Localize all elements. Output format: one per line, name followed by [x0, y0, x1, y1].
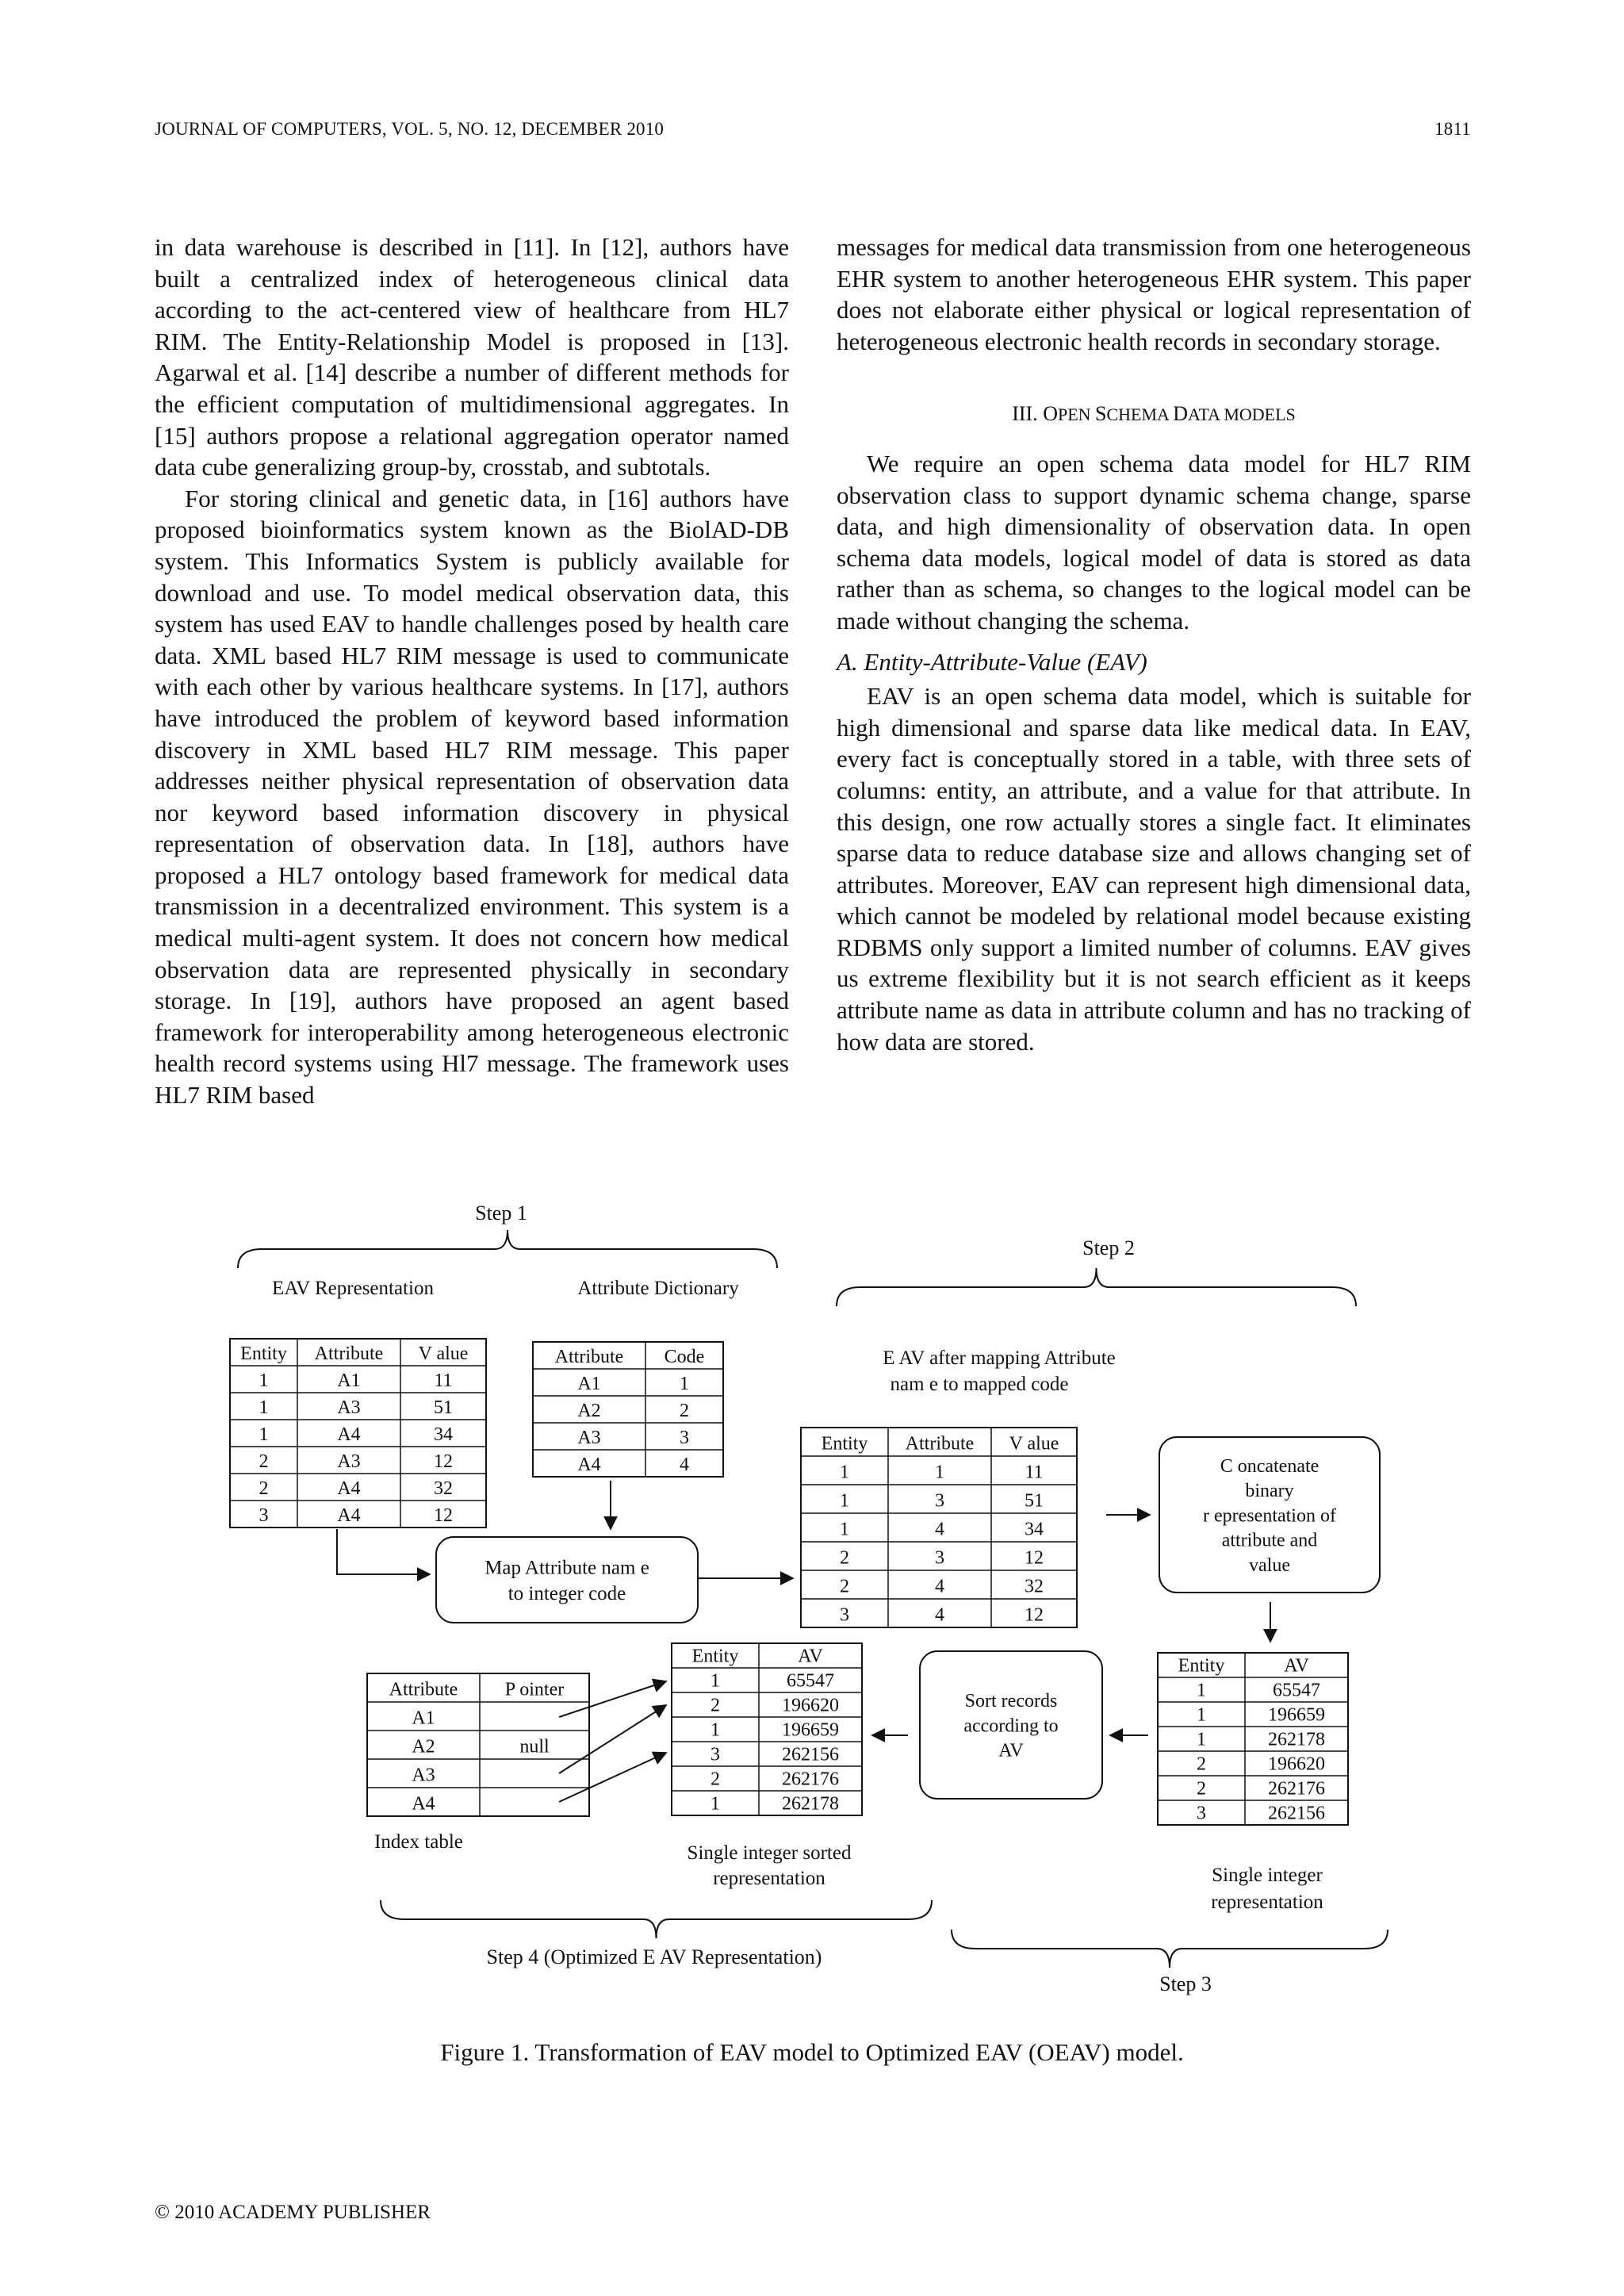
sort-records-box-text: according to — [963, 1715, 1059, 1737]
right-column — [837, 232, 1471, 1057]
table-cell: 4 — [935, 1519, 944, 1540]
table-cell: A3 — [337, 1451, 361, 1472]
table-cell: A3 — [337, 1397, 361, 1418]
table-cell: 1 — [680, 1373, 689, 1394]
eav-representation-label: EAV Representation — [272, 1278, 434, 1299]
table-cell: A4 — [577, 1454, 601, 1475]
table-cell: 2 — [840, 1547, 849, 1569]
table-cell: 4 — [680, 1454, 689, 1475]
table-cell: 12 — [1025, 1547, 1044, 1569]
table-cell: 1 — [259, 1424, 269, 1445]
table-cell: A4 — [337, 1504, 361, 1526]
table-cell: A1 — [412, 1708, 435, 1729]
map-box-text: Map Attribute nam e — [485, 1557, 649, 1579]
table-cell: 2 — [259, 1478, 269, 1499]
section-heading — [837, 398, 1471, 431]
table-cell: 262176 — [782, 1769, 839, 1790]
section-title-part: S — [1095, 402, 1107, 426]
table-cell: 1 — [840, 1519, 849, 1540]
sorted-integer-label: representation — [713, 1868, 825, 1889]
step2-label: Step 2 — [1082, 1236, 1135, 1259]
concatenate-box-text: value — [1249, 1554, 1290, 1576]
step1-brace — [238, 1230, 777, 1268]
table-cell: 262156 — [782, 1744, 839, 1765]
table-header-cell: V alue — [1009, 1433, 1059, 1455]
step4-label: Step 4 (Optimized E AV Representation) — [486, 1945, 822, 1968]
single-integer-table — [1158, 1653, 1348, 1825]
paragraph: For storing clinical and genetic data, in [16] authors have proposed bioinformatics system known as the BiolAD-DB system. This Informatics System is publicly available for download and use. To model medical observation data, this system has used EAV to handle challenges posed by health care data. XML based HL7 RIM message is used to communicate with each other by various healthcare systems. In [17], authors have introduced the problem of keyword based information discovery in XML based HL7 RIM message. This paper addresses neither physical representation of observation data nor keyword based information discovery in physical representation of observation data. In [18], authors have proposed a HL7 ontology based framework for medical data transmission in a decentralized environment. This system is a medical multi-agent system. It does not concern how medical observation data are represented physically in secondary storage. In [19], authors have proposed an agent based framework for interoperability among heterogeneous electronic health record systems using Hl7 message. The framework uses HL7 RIM based — [155, 484, 789, 1110]
attribute-dictionary-label: Attribute Dictionary — [577, 1278, 739, 1299]
table-header-cell: Attribute — [554, 1346, 624, 1367]
table-cell: 32 — [1025, 1576, 1044, 1597]
table-cell: 3 — [710, 1744, 720, 1765]
table-cell: 3 — [935, 1490, 944, 1512]
table-cell: 1 — [710, 1793, 720, 1815]
concatenate-box-text: binary — [1245, 1481, 1294, 1502]
table-cell: 2 — [710, 1695, 720, 1716]
single-integer-label: Single integer — [1212, 1865, 1323, 1886]
sorted-integer-table — [672, 1643, 862, 1815]
table-cell: 3 — [935, 1547, 944, 1569]
concatenate-box-text: attribute and — [1221, 1530, 1318, 1551]
figure-caption: Figure 1. Transformation of EAV model to Optimized EAV (OEAV) model. — [440, 2038, 1184, 2066]
subsection-heading: A. Entity-Attribute-Value (EAV) — [837, 647, 1147, 676]
section-title-part: O — [1043, 402, 1058, 426]
table-cell: null — [519, 1736, 550, 1757]
table-cell: 3 — [840, 1604, 849, 1626]
section-title-part: CHEMA — [1106, 404, 1174, 425]
table-cell: 196620 — [1268, 1754, 1325, 1775]
table-cell: 2 — [259, 1451, 269, 1472]
section-title-part: ATA MODELS — [1188, 404, 1296, 425]
map-box — [436, 1537, 698, 1623]
copyright-footer: © 2010 ACADEMY PUBLISHER — [155, 2202, 431, 2223]
table-cell: 262176 — [1268, 1778, 1325, 1800]
mapped-eav-table — [801, 1428, 1077, 1627]
concatenate-box-text: C oncatenate — [1220, 1456, 1320, 1477]
table-cell: 12 — [1025, 1604, 1044, 1626]
step1-label: Step 1 — [475, 1202, 527, 1225]
table-cell: A2 — [412, 1736, 435, 1757]
table-cell: 262178 — [782, 1793, 839, 1815]
table-cell: 4 — [935, 1604, 944, 1626]
table-cell: 196659 — [782, 1719, 839, 1741]
page-number: 1811 — [1434, 119, 1471, 139]
running-header — [155, 119, 1471, 140]
table-cell: A4 — [412, 1793, 435, 1815]
single-integer-label: representation — [1211, 1892, 1323, 1913]
table-cell: 11 — [434, 1370, 453, 1391]
table-cell: 2 — [1197, 1754, 1206, 1775]
figure-1 — [222, 1198, 1396, 2007]
pointer-arrow-a1 — [559, 1681, 666, 1717]
table-cell: 1 — [1197, 1729, 1206, 1750]
index-table — [367, 1673, 589, 1816]
table-cell: 262156 — [1268, 1803, 1325, 1824]
table-header-cell: Code — [664, 1346, 705, 1367]
sort-records-box-text: AV — [998, 1740, 1024, 1761]
table-cell: 1 — [840, 1462, 849, 1483]
table-cell: 11 — [1025, 1462, 1044, 1483]
table-header-cell: V alue — [418, 1343, 469, 1364]
section-title-part: D — [1173, 402, 1189, 426]
table-cell: A1 — [577, 1373, 601, 1394]
table-cell: 3 — [259, 1504, 269, 1526]
table-cell: A4 — [337, 1478, 361, 1499]
step4-brace — [381, 1900, 932, 1938]
table-cell: 12 — [434, 1504, 453, 1526]
table-cell: 51 — [434, 1397, 453, 1418]
attribute-dictionary-table — [533, 1342, 723, 1477]
table-cell: 2 — [710, 1769, 720, 1790]
figure-diagram — [222, 1198, 1396, 2007]
eav-mapped-label: E AV after mapping Attribute — [883, 1347, 1116, 1369]
table-header-cell: AV — [1284, 1655, 1309, 1677]
table-cell: 1 — [840, 1490, 849, 1512]
table-header-cell: Entity — [1178, 1655, 1225, 1677]
table-cell: 65547 — [1273, 1680, 1320, 1701]
step3-brace — [952, 1930, 1388, 1968]
step2-brace — [837, 1268, 1356, 1306]
table-cell: 1 — [259, 1370, 269, 1391]
eav-to-map-arrow — [337, 1529, 430, 1574]
table-cell: 196659 — [1268, 1704, 1325, 1726]
table-header-cell: Attribute — [389, 1679, 458, 1700]
section-title-part: PEN — [1057, 404, 1096, 425]
table-header-cell: Entity — [821, 1433, 868, 1455]
table-header-cell: AV — [798, 1646, 823, 1667]
table-header-cell: Attribute — [314, 1343, 384, 1364]
paragraph: in data warehouse is described in [11]. In [12], authors have built a centralized index of heterogeneous clinical data according to the act-centered view of healthcare from HL7 RIM. The Entity-Relationship Model is proposed in [13]. Agarwal et al. [14] describe a number of different methods for the efficient computation of multidimensional aggregates. In [15] authors propose a relational aggregation operator named data cube generalizing group-by, crosstab, and subtotals. — [155, 233, 789, 481]
table-cell: 32 — [434, 1478, 453, 1499]
map-box-text: to integer code — [508, 1583, 626, 1604]
index-table-label: Index table — [374, 1831, 463, 1853]
sort-records-box-text: Sort records — [964, 1691, 1058, 1712]
left-column — [155, 232, 789, 1111]
table-cell: 1 — [259, 1397, 269, 1418]
step3-label: Step 3 — [1159, 1972, 1212, 1995]
table-cell: A1 — [337, 1370, 361, 1391]
table-header-cell: Attribute — [905, 1433, 975, 1455]
table-cell: A2 — [577, 1400, 601, 1421]
paragraph: We require an open schema data model for HL7 RIM observation class to support dynamic schema change, sparse data, and high dimensionality of observation data. In open schema data models, logical model of data is stored as data rather than as schema, so changes to the logical model can be made without changing the schema. — [837, 449, 1471, 634]
table-cell: 4 — [935, 1576, 944, 1597]
pointer-arrow-a3 — [559, 1705, 666, 1773]
eav-mapped-label: nam e to mapped code — [890, 1374, 1069, 1395]
paragraph: messages for medical data transmission from one heterogeneous EHR system to another heterogeneous EHR system. This paper does not elaborate either physical or logical representation of heterogeneous electronic health records in secondary storage. — [837, 233, 1471, 355]
table-cell: 1 — [935, 1462, 944, 1483]
table-cell: A3 — [412, 1765, 435, 1786]
journal-title: JOURNAL OF COMPUTERS, VOL. 5, NO. 12, DECEMBER 2010 — [155, 119, 665, 139]
table-cell: 1 — [710, 1670, 720, 1692]
table-cell: 2 — [840, 1576, 849, 1597]
table-cell: A4 — [337, 1424, 361, 1445]
table-cell: 196620 — [782, 1695, 839, 1716]
table-header-cell: Entity — [240, 1343, 287, 1364]
paragraph: EAV is an open schema data model, which is suitable for high dimensional and sparse data like medical data. In EAV, every fact is conceptually stored in a table, with three sets of columns: entity, an attribute, and a value for that attribute. In this design, one row actually stores a single fact. It eliminates sparse data to reduce database size and allows changing set of attributes. Moreover, EAV can represent high dimensional data, which cannot be modeled by relational model because existing RDBMS only support a limited number of columns. EAV gives us extreme flexibility but it is not search efficient as it keeps attribute name as data in attribute column and has no tracking of how data are stored. — [837, 682, 1471, 1056]
table-cell: 51 — [1025, 1490, 1044, 1512]
table-cell: 2 — [680, 1400, 689, 1421]
table-cell: 3 — [1197, 1803, 1206, 1824]
table-cell: 12 — [434, 1451, 453, 1472]
pointer-arrow-a4 — [559, 1753, 666, 1802]
table-cell: 262178 — [1268, 1729, 1325, 1750]
table-cell: 1 — [1197, 1680, 1206, 1701]
table-cell: 1 — [710, 1719, 720, 1741]
table-cell: 1 — [1197, 1704, 1206, 1726]
section-number: III. — [1012, 402, 1044, 426]
table-cell: 34 — [434, 1424, 453, 1445]
table-cell: 2 — [1197, 1778, 1206, 1800]
sorted-integer-label: Single integer sorted — [687, 1842, 852, 1864]
table-cell: A3 — [577, 1427, 601, 1448]
table-cell: 65547 — [787, 1670, 834, 1692]
table-header-cell: Entity — [691, 1646, 739, 1667]
table-header-cell: P ointer — [504, 1679, 565, 1700]
concatenate-box-text: r epresentation of — [1203, 1505, 1336, 1527]
table-cell: 34 — [1025, 1519, 1044, 1540]
table-cell: 3 — [680, 1427, 689, 1448]
eav-table — [230, 1339, 486, 1527]
